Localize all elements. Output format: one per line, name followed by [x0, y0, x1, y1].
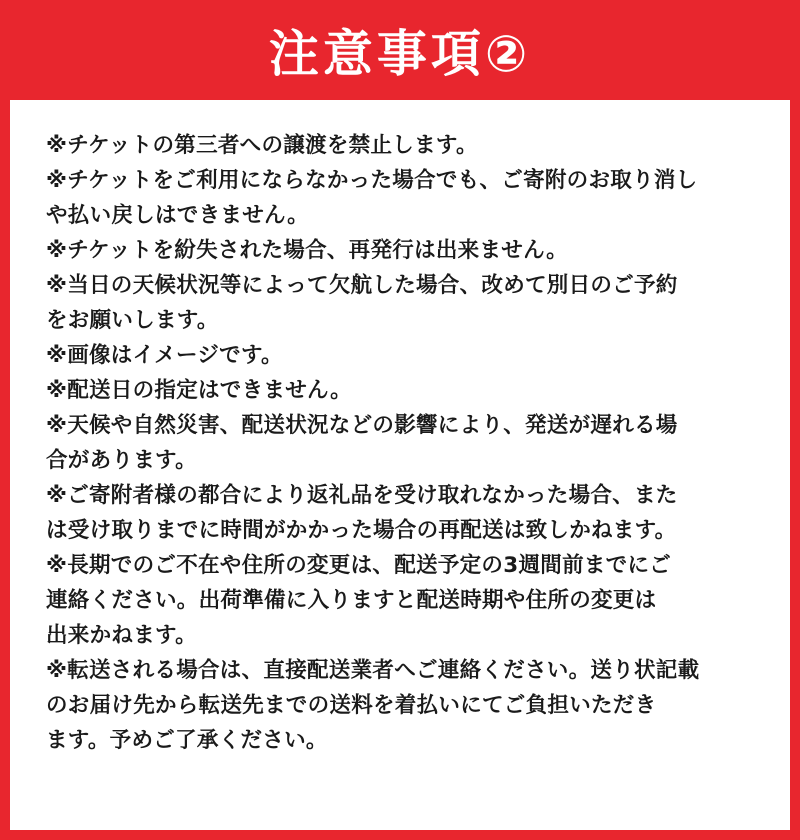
note-line: 連絡ください。出荷準備に入りますと配送時期や住所の変更は	[46, 588, 657, 613]
note-line: 出来かねます。	[46, 623, 197, 648]
note-line: ※画像はイメージです。	[46, 343, 283, 368]
note-line: をお願いします。	[46, 308, 219, 333]
note-item	[46, 373, 770, 408]
note-item	[46, 268, 770, 338]
note-item	[46, 338, 770, 373]
note-item	[46, 233, 770, 268]
note-line: ※長期でのご不在や住所の変更は、配送予定の3週間前までにご	[46, 553, 672, 578]
note-item	[46, 163, 770, 233]
note-line: ※配送日の指定はできません。	[46, 378, 352, 403]
note-line: ※天候や自然災害、配送状況などの影響により、発送が遅れる場	[46, 413, 678, 438]
note-line: ※チケットをご利用にならなかった場合でも、ご寄附のお取り消し	[46, 168, 698, 193]
note-line: のお届け先から転送先までの送料を着払いにてご負担いただき	[46, 693, 657, 718]
note-item	[46, 478, 770, 548]
page-title: 注意事項②	[268, 25, 532, 83]
note-line: ※当日の天候状況等によって欠航した場合、改めて別日のご予約	[46, 273, 678, 298]
note-item	[46, 128, 770, 163]
note-line: ※チケットの第三者への譲渡を禁止します。	[46, 133, 478, 158]
note-line: や払い戻しはできません。	[46, 203, 309, 228]
note-item	[46, 548, 770, 653]
note-line: ※転送される場合は、直接配送業者へご連絡ください。送り状記載	[46, 658, 700, 683]
note-item	[46, 653, 770, 758]
note-line: ※ご寄附者様の都合により返礼品を受け取れなかった場合、また	[46, 483, 678, 508]
note-line: は受け取りまでに時間がかかった場合の再配送は致しかねます。	[46, 518, 677, 543]
note-item	[46, 408, 770, 478]
note-line: ます。予めご了承ください。	[46, 728, 328, 753]
note-line: ※チケットを紛失された場合、再発行は出来ません。	[46, 238, 568, 263]
note-line: 合があります。	[46, 448, 197, 473]
notes-panel	[10, 100, 790, 830]
